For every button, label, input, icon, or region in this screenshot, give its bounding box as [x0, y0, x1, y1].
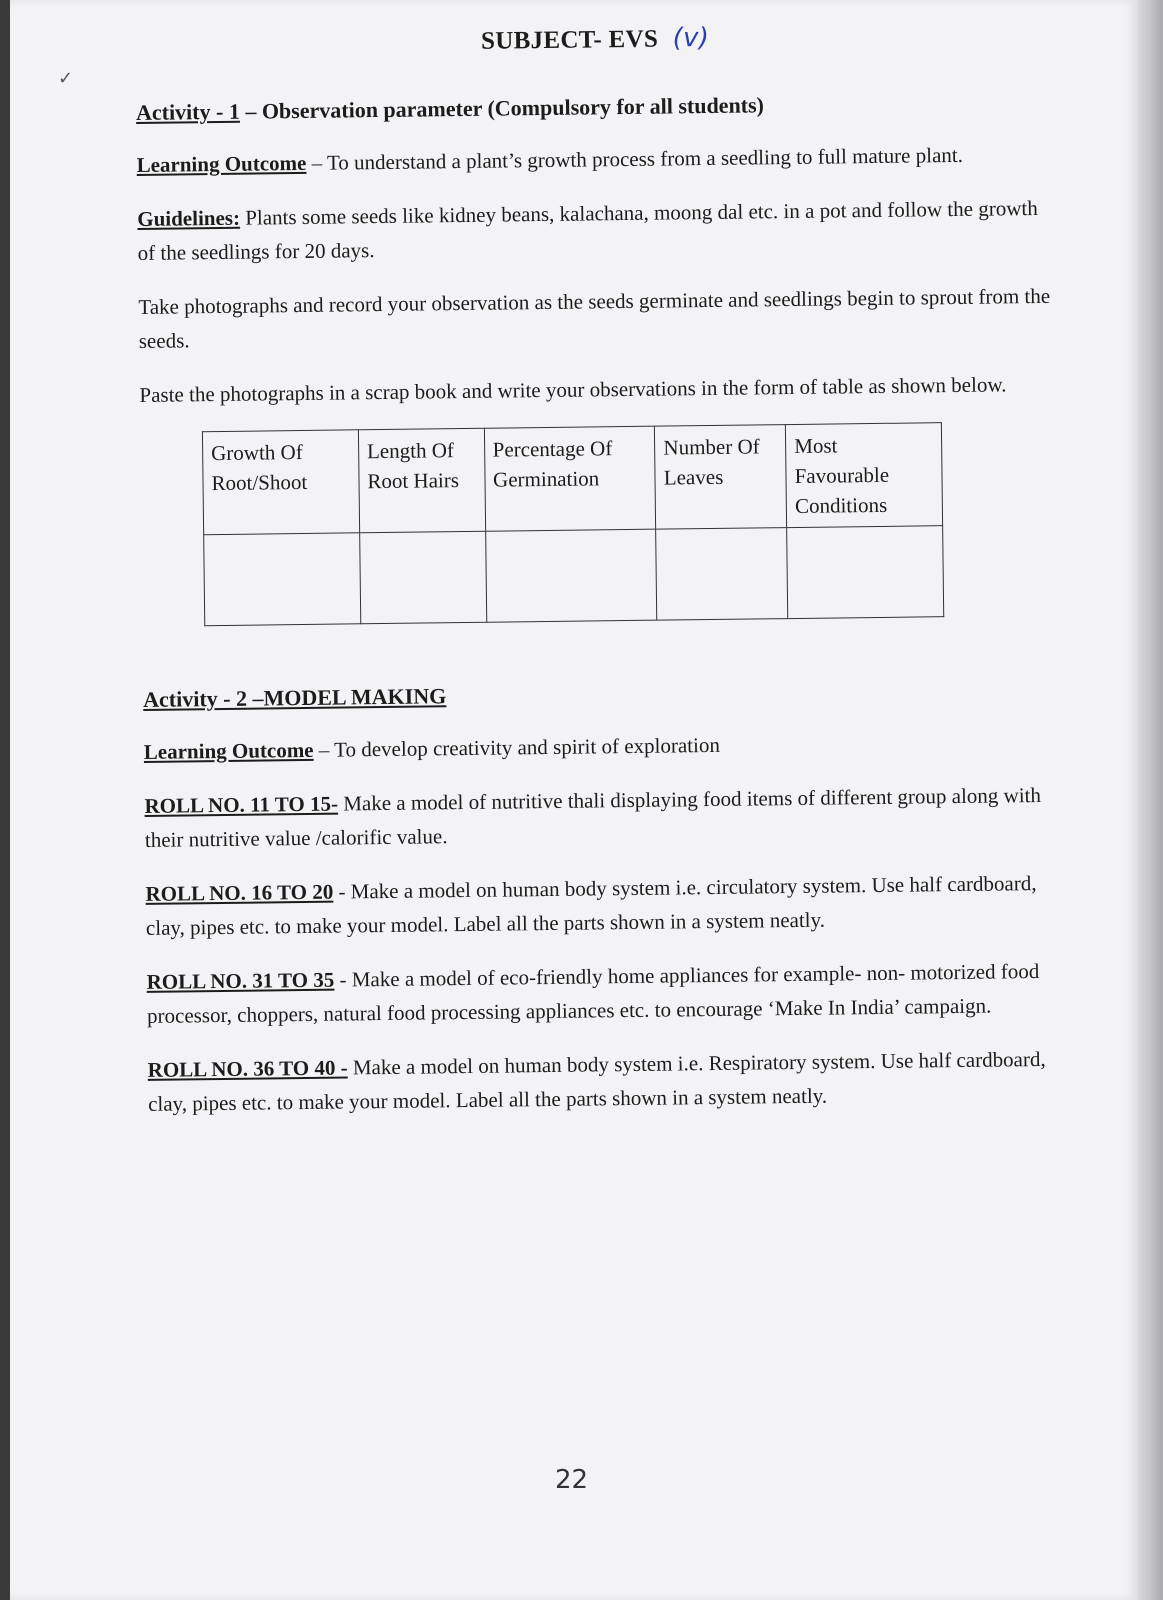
learning-outcome-label: Learning Outcome — [143, 737, 314, 764]
roll-instruction-text: - Make a model of eco-friendly home appliances for example- non- motorized food processor, choppers, natural food processing appliances etc. to encourage ‘Make In India’ campaign. — [146, 959, 1040, 1028]
page-content — [135, 19, 1069, 1141]
roll-instruction-text: Make a model of nutritive thali displaying food items of different group along with their nutritive value /calorific value. — [144, 782, 1042, 852]
table-cell — [204, 533, 361, 626]
observation-table-empty-row — [204, 526, 944, 626]
page-number: 22 — [555, 1465, 589, 1495]
class-handwritten-note: (v) — [672, 22, 710, 54]
pen-mark-decoration: ✓ — [58, 68, 74, 89]
roll-number-label: ROLL NO. 31 TO 35 — [146, 967, 335, 994]
observation-table-header-row — [202, 423, 942, 535]
subject-title: SUBJECT- EVS — [480, 25, 659, 55]
activity-1-paragraph-scrapbook: Paste the photographs in a scrap book and write your observations in the form of table as shown below. — [139, 372, 1007, 407]
activity-2-learning-outcome — [144, 724, 1064, 769]
table-header-leaves: Number Of Leaves — [655, 425, 787, 530]
table-header-growth: Growth Of Root/Shoot — [202, 430, 359, 535]
roll-group-36-40 — [147, 1042, 1068, 1121]
activity-1-guidelines — [137, 191, 1058, 270]
roll-group-31-35 — [146, 954, 1067, 1033]
guidelines-text: Plants some seeds like kidney beans, kalachana, moong dal etc. in a pot and follow the growth of the seedlings for 20 days. — [137, 195, 1038, 265]
subject-heading — [135, 19, 1055, 60]
roll-group-16-20 — [145, 866, 1066, 945]
table-cell — [360, 531, 487, 624]
roll-group-11-15 — [144, 778, 1065, 857]
roll-number-label: ROLL NO. 36 TO 40 - — [147, 1055, 348, 1082]
activity-1-learning-outcome — [136, 137, 1056, 182]
roll-number-label: ROLL NO. 11 TO 15- — [144, 791, 339, 818]
learning-outcome-label: Learning Outcome — [136, 150, 307, 177]
learning-outcome-text: – To understand a plant’s growth process from a seedling to full mature plant. — [306, 142, 964, 175]
activity-1-title: – Observation parameter (Compulsory for all students) — [239, 92, 765, 124]
table-header-conditions: Most Favourable Conditions — [785, 423, 942, 528]
activity-2-heading: Activity - 2 –MODEL MAKING — [143, 683, 447, 712]
roll-instruction-text: Make a model on human body system i.e. Respiratory system. Use half cardboard, clay, pipes etc. to make your model. Label all the parts shown in a system neatly. — [147, 1046, 1046, 1116]
learning-outcome-text: – To develop creativity and spirit of exploration — [313, 732, 721, 762]
table-header-germination: Percentage Of Germination — [484, 426, 656, 531]
guidelines-label: Guidelines: — [137, 205, 241, 231]
table-cell — [656, 528, 788, 621]
document-page — [10, 0, 1138, 1600]
table-cell — [787, 526, 944, 619]
roll-instruction-text: - Make a model on human body system i.e. circulatory system. Use half cardboard, clay, pipes etc. to make your model. Label all the parts shown in a system neatly. — [145, 871, 1037, 940]
activity-1-label: Activity - 1 — [135, 98, 241, 125]
activity-1-paragraph-photographs: Take photographs and record your observation as the seeds germinate and seedlings begin to sprout from the seeds. — [138, 283, 1051, 353]
table-cell — [485, 529, 657, 622]
page-edge-shadow — [1138, 0, 1163, 1600]
table-header-root-hairs: Length Of Root Hairs — [358, 428, 485, 533]
activity-1-heading — [136, 89, 1056, 126]
observation-table — [202, 422, 944, 626]
roll-number-label: ROLL NO. 16 TO 20 — [145, 879, 334, 906]
